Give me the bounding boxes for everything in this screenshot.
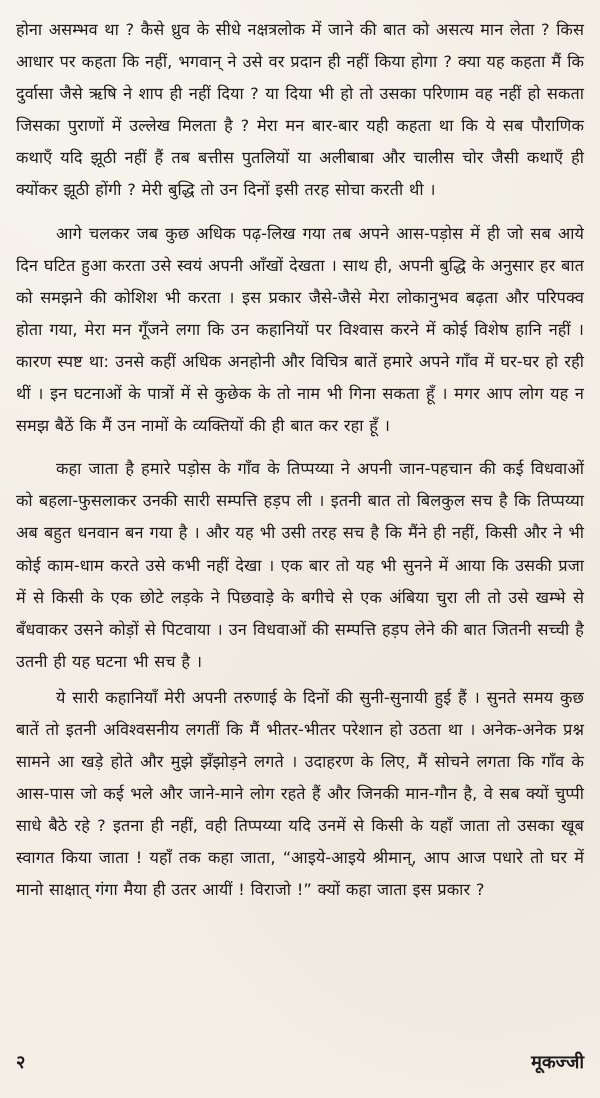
page-body (16, 14, 584, 907)
paragraph-1: होना असम्भव था ? कैसे ध्रुव के सीधे नक्षत्रलोक में जाने की बात को असत्य मान लेता ? किस आधार पर कहता कि नहीं, भगवान् ने उसे वर प्रदान ही नहीं किया होगा ? क्या यह कहता मैं कि दुर्वासा जैसे ऋषि ने शाप ही नहीं दिया ? या दिया भी हो तो उसका परिणाम वह नहीं हो सकता जिसका पुराणों में उल्लेख मिलता है ? मेरा मन बार-बार यही कहता था कि ये सब पौराणिक कथाएँ यदि झूठी नहीं हैं तब बत्तीस पुतलियों या अलीबाबा और चालीस चोर जैसी कथाएँ ही क्योंकर झूठी होंगी ? मेरी बुद्धि तो उन दिनों इसी तरह सोचा करती थी । (16, 20, 584, 200)
paragraph-2: आगे चलकर जब कुछ अधिक पढ़-लिख गया तब अपने आस-पड़ोस में ही जो सब आये दिन घटित हुआ करता उसे स्वयं अपनी आँखों देखता । साथ ही, अपनी बुद्धि के अनुसार हर बात को समझने की कोशिश भी करता । इस प्रकार जैसे-जैसे मेरा लोकानुभव बढ़ता और परिपक्व होता गया, मेरा मन गूँजने लगा कि उन कहानियों पर विश्वास करने में कोई विशेष हानि नहीं । कारण स्पष्ट था: उनसे कहीं अधिक अनहोनी और विचित्र बातें हमारे अपने गाँव में घर-घर हो रही थीं । इन घटनाओं के पात्रों में से कुछेक के तो नाम भी गिना सकता हूँ । मगर आप लोग यह न समझ बैठें कि मैं उन नामों के व्यक्तियों की ही बात कर रहा हूँ । (16, 223, 584, 436)
paragraph-4: ये सारी कहानियाँ मेरी अपनी तरुणाई के दिनों की सुनी-सुनायी हुई हैं । सुनते समय कुछ बातें तो इतनी अविश्वसनीय लगतीं कि मैं भीतर-भीतर परेशान हो उठता था । अनेक-अनेक प्रश्न सामने आ खड़े होते और मुझे झँझोड़ने लगते । उदाहरण के लिए, मैं सोचने लगता कि गाँव के आस-पास जो कई भले और जाने-माने लोग रहते हैं और जिनकी मान-गौन है, वे सब क्यों चुप्पी साधे बैठे रहे ? इतना ही नहीं, वही तिप्पय्या यदि उनमें से किसी के यहाँ जाता तो उसका खूब स्वागत किया जाता ! यहाँ तक कहा जाता, “आइये-आइये श्रीमान्, आप आज पधारे तो घर में मानो साक्षात् गंगा मैया ही उतर आयीं ! विराजो !” क्यों कहा जाता इस प्रकार ? (16, 687, 584, 900)
page-footer (16, 1042, 584, 1082)
paragraph-3: कहा जाता है हमारे पड़ोस के गाँव के तिप्पय्या ने अपनी जान-पहचान की कई विधवाओं को बहला-फुसलाकर उनकी सारी सम्पत्ति हड़प ली । इतनी बात तो बिलकुल सच है कि तिप्पय्या अब बहुत धनवान बन गया है । और यह भी उसी तरह सच है कि मैंने ही नहीं, किसी और ने भी कोई काम-धाम करते उसे कभी नहीं देखा । एक बार तो यह भी सुनने में आया कि उसकी प्रजा में से किसी के एक छोटे लड़के ने पिछवाड़े के बगीचे से एक अंबिया चुरा ली तो उसे खम्भे से बँधवाकर उसने कोड़ों से पिटवाया । उन विधवाओं की सम्पत्ति हड़प लेने की बात जितनी सच्ची है उतनी ही यह घटना भी सच है । (16, 459, 584, 671)
page-number: २ (16, 1052, 26, 1073)
running-head: मूकज्जी (531, 1052, 584, 1073)
